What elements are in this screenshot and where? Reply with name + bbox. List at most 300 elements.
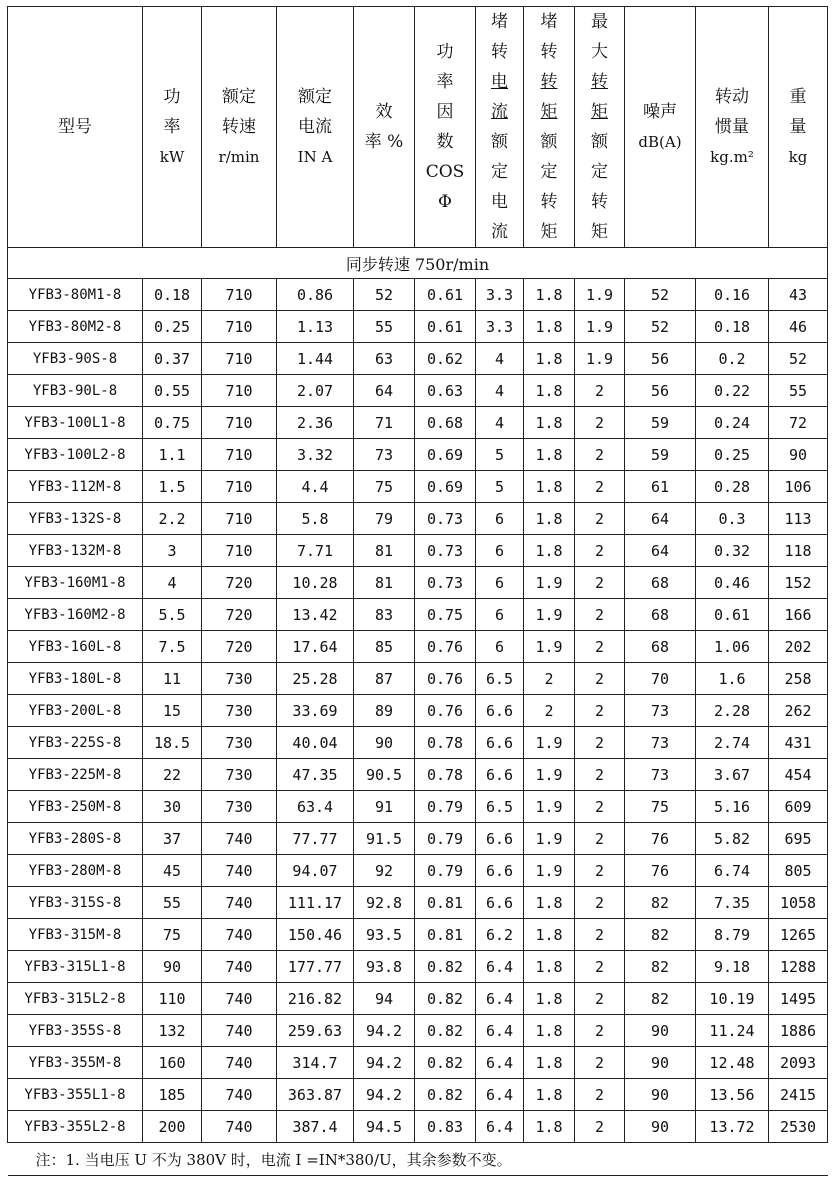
cell-inertia: 5.16 (696, 791, 769, 823)
cell-efficiency: 64 (354, 375, 415, 407)
cell-locked-torque-ratio: 1.8 (524, 471, 575, 503)
cell-weight: 454 (769, 759, 828, 791)
cell-model: YFB3-355M-8 (8, 1047, 143, 1079)
cell-power-factor: 0.82 (415, 1015, 476, 1047)
cell-weight: 118 (769, 535, 828, 567)
cell-inertia: 0.3 (696, 503, 769, 535)
table-row (8, 471, 828, 503)
cell-locked-current-ratio: 6.6 (476, 727, 524, 759)
cell-inertia: 0.46 (696, 567, 769, 599)
cell-weight: 106 (769, 471, 828, 503)
cell-power: 1.5 (143, 471, 202, 503)
cell-inertia: 8.79 (696, 919, 769, 951)
cell-efficiency: 91 (354, 791, 415, 823)
table-row (8, 1079, 828, 1111)
cell-locked-current-ratio: 4 (476, 343, 524, 375)
cell-inertia: 0.25 (696, 439, 769, 471)
cell-inertia: 0.32 (696, 535, 769, 567)
cell-model: YFB3-200L-8 (8, 695, 143, 727)
cell-noise: 90 (625, 1047, 696, 1079)
cell-rated-speed: 720 (202, 567, 277, 599)
cell-power: 185 (143, 1079, 202, 1111)
cell-weight: 2530 (769, 1111, 828, 1143)
cell-locked-current-ratio: 6.6 (476, 759, 524, 791)
cell-locked-torque-ratio: 1.8 (524, 535, 575, 567)
cell-power-factor: 0.73 (415, 535, 476, 567)
table-row (8, 343, 828, 375)
header-model: 型号 (8, 7, 143, 248)
cell-power-factor: 0.69 (415, 439, 476, 471)
cell-inertia: 7.35 (696, 887, 769, 919)
cell-efficiency: 90 (354, 727, 415, 759)
footnote: 注：1. 当电压 U 不为 380V 时，电流 I =IN*380/U，其余参数不变。 (8, 1143, 828, 1176)
cell-locked-torque-ratio: 1.8 (524, 983, 575, 1015)
cell-noise: 82 (625, 983, 696, 1015)
cell-inertia: 0.16 (696, 279, 769, 311)
cell-rated-current: 216.82 (277, 983, 354, 1015)
cell-rated-current: 17.64 (277, 631, 354, 663)
cell-rated-current: 177.77 (277, 951, 354, 983)
cell-rated-speed: 710 (202, 439, 277, 471)
cell-efficiency: 92.8 (354, 887, 415, 919)
cell-max-torque-ratio: 2 (575, 535, 625, 567)
cell-rated-current: 94.07 (277, 855, 354, 887)
table-row (8, 631, 828, 663)
cell-efficiency: 52 (354, 279, 415, 311)
cell-max-torque-ratio: 2 (575, 695, 625, 727)
cell-power: 2.2 (143, 503, 202, 535)
cell-rated-speed: 730 (202, 663, 277, 695)
cell-max-torque-ratio: 2 (575, 471, 625, 503)
cell-noise: 61 (625, 471, 696, 503)
cell-rated-speed: 740 (202, 823, 277, 855)
cell-rated-speed: 740 (202, 1015, 277, 1047)
cell-efficiency: 94.5 (354, 1111, 415, 1143)
cell-locked-torque-ratio: 1.9 (524, 631, 575, 663)
cell-locked-torque-ratio: 1.9 (524, 727, 575, 759)
table-row (8, 951, 828, 983)
cell-power: 45 (143, 855, 202, 887)
cell-weight: 46 (769, 311, 828, 343)
cell-locked-current-ratio: 6.5 (476, 663, 524, 695)
cell-locked-torque-ratio: 1.9 (524, 759, 575, 791)
cell-max-torque-ratio: 2 (575, 599, 625, 631)
header-inertia: 转动 惯量 kg.m² (696, 7, 769, 248)
cell-max-torque-ratio: 2 (575, 375, 625, 407)
cell-max-torque-ratio: 2 (575, 1047, 625, 1079)
cell-locked-torque-ratio: 1.8 (524, 279, 575, 311)
header-max-torque: 最 大 转 矩 额 定 转 矩 (575, 7, 625, 248)
cell-locked-current-ratio: 6.4 (476, 983, 524, 1015)
cell-power: 0.25 (143, 311, 202, 343)
cell-locked-current-ratio: 5 (476, 471, 524, 503)
cell-locked-current-ratio: 6.6 (476, 887, 524, 919)
cell-model: YFB3-280M-8 (8, 855, 143, 887)
cell-max-torque-ratio: 2 (575, 823, 625, 855)
header-power: 功 率 kW (143, 7, 202, 248)
cell-weight: 1495 (769, 983, 828, 1015)
cell-power: 0.18 (143, 279, 202, 311)
cell-efficiency: 92 (354, 855, 415, 887)
cell-model: YFB3-90S-8 (8, 343, 143, 375)
cell-model: YFB3-132M-8 (8, 535, 143, 567)
cell-rated-current: 1.44 (277, 343, 354, 375)
cell-weight: 1288 (769, 951, 828, 983)
cell-rated-current: 1.13 (277, 311, 354, 343)
cell-power-factor: 0.78 (415, 759, 476, 791)
cell-rated-speed: 740 (202, 951, 277, 983)
table-row (8, 983, 828, 1015)
cell-rated-speed: 710 (202, 311, 277, 343)
table-row (8, 375, 828, 407)
cell-model: YFB3-315M-8 (8, 919, 143, 951)
cell-locked-current-ratio: 6.2 (476, 919, 524, 951)
cell-efficiency: 85 (354, 631, 415, 663)
cell-rated-speed: 710 (202, 343, 277, 375)
cell-max-torque-ratio: 2 (575, 759, 625, 791)
cell-max-torque-ratio: 2 (575, 855, 625, 887)
cell-power-factor: 0.68 (415, 407, 476, 439)
cell-locked-torque-ratio: 1.9 (524, 855, 575, 887)
cell-rated-speed: 740 (202, 855, 277, 887)
cell-rated-current: 5.8 (277, 503, 354, 535)
cell-rated-speed: 730 (202, 695, 277, 727)
cell-inertia: 0.2 (696, 343, 769, 375)
cell-max-torque-ratio: 2 (575, 503, 625, 535)
cell-weight: 90 (769, 439, 828, 471)
cell-rated-speed: 740 (202, 1111, 277, 1143)
header-locked-rotor-current: 堵 转 电 流 额 定 电 流 (476, 7, 524, 248)
cell-noise: 64 (625, 503, 696, 535)
cell-inertia: 0.28 (696, 471, 769, 503)
cell-weight: 431 (769, 727, 828, 759)
header-power-factor: 功 率 因 数 COS Φ (415, 7, 476, 248)
table-row (8, 407, 828, 439)
cell-weight: 1058 (769, 887, 828, 919)
cell-power: 5.5 (143, 599, 202, 631)
cell-noise: 75 (625, 791, 696, 823)
cell-power-factor: 0.79 (415, 823, 476, 855)
cell-rated-current: 63.4 (277, 791, 354, 823)
cell-efficiency: 94.2 (354, 1015, 415, 1047)
cell-max-torque-ratio: 2 (575, 407, 625, 439)
cell-locked-torque-ratio: 1.9 (524, 823, 575, 855)
table-row (8, 279, 828, 311)
cell-noise: 68 (625, 567, 696, 599)
cell-locked-current-ratio: 6.4 (476, 1111, 524, 1143)
table-row (8, 791, 828, 823)
cell-rated-current: 47.35 (277, 759, 354, 791)
table-row (8, 535, 828, 567)
cell-inertia: 10.19 (696, 983, 769, 1015)
cell-noise: 64 (625, 535, 696, 567)
cell-model: YFB3-160M2-8 (8, 599, 143, 631)
cell-power-factor: 0.81 (415, 887, 476, 919)
cell-power-factor: 0.76 (415, 631, 476, 663)
table-row (8, 695, 828, 727)
cell-weight: 262 (769, 695, 828, 727)
cell-locked-torque-ratio: 1.9 (524, 599, 575, 631)
cell-power-factor: 0.79 (415, 855, 476, 887)
cell-max-torque-ratio: 2 (575, 951, 625, 983)
cell-rated-current: 3.32 (277, 439, 354, 471)
cell-power: 15 (143, 695, 202, 727)
header-locked-rotor-torque: 堵 转 转 矩 额 定 转 矩 (524, 7, 575, 248)
cell-power: 132 (143, 1015, 202, 1047)
header-rated-current: 额定 电流 IN A (277, 7, 354, 248)
motor-spec-table (7, 6, 828, 1176)
cell-model: YFB3-160M1-8 (8, 567, 143, 599)
cell-locked-current-ratio: 6 (476, 567, 524, 599)
cell-model: YFB3-225M-8 (8, 759, 143, 791)
cell-locked-torque-ratio: 1.8 (524, 375, 575, 407)
cell-max-torque-ratio: 2 (575, 791, 625, 823)
cell-rated-speed: 740 (202, 1047, 277, 1079)
cell-power-factor: 0.62 (415, 343, 476, 375)
cell-max-torque-ratio: 2 (575, 631, 625, 663)
cell-inertia: 3.67 (696, 759, 769, 791)
cell-rated-current: 25.28 (277, 663, 354, 695)
cell-max-torque-ratio: 2 (575, 439, 625, 471)
cell-model: YFB3-80M2-8 (8, 311, 143, 343)
cell-efficiency: 81 (354, 567, 415, 599)
cell-inertia: 12.48 (696, 1047, 769, 1079)
cell-inertia: 1.06 (696, 631, 769, 663)
cell-efficiency: 90.5 (354, 759, 415, 791)
cell-weight: 1886 (769, 1015, 828, 1047)
cell-efficiency: 75 (354, 471, 415, 503)
cell-max-torque-ratio: 2 (575, 1111, 625, 1143)
cell-efficiency: 83 (354, 599, 415, 631)
cell-inertia: 2.28 (696, 695, 769, 727)
cell-noise: 68 (625, 631, 696, 663)
header-weight: 重 量 kg (769, 7, 828, 248)
cell-power: 55 (143, 887, 202, 919)
cell-model: YFB3-315L2-8 (8, 983, 143, 1015)
section-title: 同步转速 750r/min (8, 248, 828, 279)
cell-weight: 55 (769, 375, 828, 407)
cell-power: 200 (143, 1111, 202, 1143)
cell-rated-speed: 710 (202, 375, 277, 407)
cell-rated-speed: 730 (202, 727, 277, 759)
cell-max-torque-ratio: 1.9 (575, 279, 625, 311)
cell-rated-speed: 740 (202, 1079, 277, 1111)
cell-inertia: 13.72 (696, 1111, 769, 1143)
cell-power: 37 (143, 823, 202, 855)
cell-locked-current-ratio: 4 (476, 375, 524, 407)
cell-locked-torque-ratio: 1.8 (524, 887, 575, 919)
cell-noise: 73 (625, 695, 696, 727)
cell-weight: 805 (769, 855, 828, 887)
cell-rated-speed: 710 (202, 503, 277, 535)
cell-power: 90 (143, 951, 202, 983)
header-rated-speed: 额定 转速 r/min (202, 7, 277, 248)
cell-rated-speed: 720 (202, 631, 277, 663)
cell-model: YFB3-225S-8 (8, 727, 143, 759)
cell-inertia: 11.24 (696, 1015, 769, 1047)
cell-efficiency: 93.8 (354, 951, 415, 983)
cell-power-factor: 0.63 (415, 375, 476, 407)
cell-locked-torque-ratio: 1.8 (524, 1079, 575, 1111)
cell-model: YFB3-355L2-8 (8, 1111, 143, 1143)
cell-power: 3 (143, 535, 202, 567)
cell-noise: 73 (625, 759, 696, 791)
cell-weight: 152 (769, 567, 828, 599)
cell-locked-torque-ratio: 2 (524, 695, 575, 727)
cell-noise: 73 (625, 727, 696, 759)
cell-power: 7.5 (143, 631, 202, 663)
cell-efficiency: 89 (354, 695, 415, 727)
cell-locked-current-ratio: 6 (476, 535, 524, 567)
cell-rated-speed: 720 (202, 599, 277, 631)
table-row (8, 1015, 828, 1047)
cell-locked-current-ratio: 6.6 (476, 855, 524, 887)
cell-locked-current-ratio: 6.4 (476, 951, 524, 983)
cell-rated-speed: 740 (202, 887, 277, 919)
cell-locked-torque-ratio: 1.8 (524, 951, 575, 983)
cell-noise: 76 (625, 823, 696, 855)
table-row (8, 1047, 828, 1079)
cell-power: 11 (143, 663, 202, 695)
cell-rated-speed: 740 (202, 919, 277, 951)
cell-locked-torque-ratio: 1.8 (524, 1111, 575, 1143)
table-row (8, 919, 828, 951)
cell-max-torque-ratio: 2 (575, 1079, 625, 1111)
cell-model: YFB3-250M-8 (8, 791, 143, 823)
cell-model: YFB3-160L-8 (8, 631, 143, 663)
cell-model: YFB3-280S-8 (8, 823, 143, 855)
cell-rated-current: 111.17 (277, 887, 354, 919)
cell-model: YFB3-180L-8 (8, 663, 143, 695)
cell-rated-current: 4.4 (277, 471, 354, 503)
cell-power: 110 (143, 983, 202, 1015)
cell-power: 75 (143, 919, 202, 951)
cell-max-torque-ratio: 2 (575, 727, 625, 759)
cell-efficiency: 71 (354, 407, 415, 439)
cell-locked-torque-ratio: 1.8 (524, 919, 575, 951)
cell-power-factor: 0.76 (415, 695, 476, 727)
cell-model: YFB3-315S-8 (8, 887, 143, 919)
cell-rated-current: 259.63 (277, 1015, 354, 1047)
cell-power-factor: 0.73 (415, 503, 476, 535)
cell-weight: 695 (769, 823, 828, 855)
table-row (8, 311, 828, 343)
cell-locked-torque-ratio: 1.8 (524, 343, 575, 375)
cell-locked-current-ratio: 6.6 (476, 695, 524, 727)
cell-efficiency: 55 (354, 311, 415, 343)
cell-locked-torque-ratio: 1.8 (524, 311, 575, 343)
cell-power-factor: 0.69 (415, 471, 476, 503)
cell-rated-speed: 710 (202, 535, 277, 567)
cell-model: YFB3-100L2-8 (8, 439, 143, 471)
cell-locked-torque-ratio: 1.8 (524, 503, 575, 535)
cell-locked-current-ratio: 6 (476, 599, 524, 631)
cell-power-factor: 0.79 (415, 791, 476, 823)
cell-locked-current-ratio: 6.4 (476, 1047, 524, 1079)
cell-inertia: 0.24 (696, 407, 769, 439)
cell-model: YFB3-355L1-8 (8, 1079, 143, 1111)
cell-noise: 59 (625, 439, 696, 471)
cell-max-torque-ratio: 2 (575, 983, 625, 1015)
cell-rated-speed: 730 (202, 759, 277, 791)
table-row (8, 759, 828, 791)
cell-model: YFB3-112M-8 (8, 471, 143, 503)
cell-inertia: 0.61 (696, 599, 769, 631)
cell-rated-current: 13.42 (277, 599, 354, 631)
cell-weight: 52 (769, 343, 828, 375)
cell-locked-torque-ratio: 1.8 (524, 1015, 575, 1047)
cell-weight: 1265 (769, 919, 828, 951)
cell-power: 18.5 (143, 727, 202, 759)
cell-power-factor: 0.75 (415, 599, 476, 631)
cell-locked-current-ratio: 4 (476, 407, 524, 439)
cell-power-factor: 0.82 (415, 1047, 476, 1079)
cell-efficiency: 63 (354, 343, 415, 375)
cell-weight: 2415 (769, 1079, 828, 1111)
header-noise: 噪声 dB(A) (625, 7, 696, 248)
cell-efficiency: 94.2 (354, 1079, 415, 1111)
cell-noise: 59 (625, 407, 696, 439)
cell-locked-current-ratio: 6.6 (476, 823, 524, 855)
table-row (8, 1111, 828, 1143)
cell-rated-speed: 710 (202, 407, 277, 439)
cell-noise: 90 (625, 1111, 696, 1143)
cell-noise: 82 (625, 887, 696, 919)
cell-power-factor: 0.78 (415, 727, 476, 759)
cell-rated-speed: 730 (202, 791, 277, 823)
cell-locked-torque-ratio: 1.8 (524, 439, 575, 471)
cell-efficiency: 79 (354, 503, 415, 535)
cell-efficiency: 73 (354, 439, 415, 471)
cell-inertia: 0.18 (696, 311, 769, 343)
cell-max-torque-ratio: 2 (575, 663, 625, 695)
cell-rated-current: 0.86 (277, 279, 354, 311)
cell-locked-torque-ratio: 1.9 (524, 791, 575, 823)
cell-noise: 82 (625, 919, 696, 951)
table-row (8, 439, 828, 471)
cell-locked-torque-ratio: 2 (524, 663, 575, 695)
header-row (8, 7, 828, 248)
cell-rated-speed: 710 (202, 279, 277, 311)
cell-noise: 56 (625, 343, 696, 375)
cell-model: YFB3-80M1-8 (8, 279, 143, 311)
cell-model: YFB3-132S-8 (8, 503, 143, 535)
cell-power-factor: 0.82 (415, 1079, 476, 1111)
cell-locked-current-ratio: 6.4 (476, 1015, 524, 1047)
cell-weight: 72 (769, 407, 828, 439)
cell-inertia: 13.56 (696, 1079, 769, 1111)
cell-power-factor: 0.83 (415, 1111, 476, 1143)
table-body (8, 248, 828, 1143)
cell-locked-current-ratio: 3.3 (476, 311, 524, 343)
cell-rated-current: 363.87 (277, 1079, 354, 1111)
cell-noise: 90 (625, 1015, 696, 1047)
cell-power: 30 (143, 791, 202, 823)
cell-locked-current-ratio: 6 (476, 503, 524, 535)
cell-rated-current: 77.77 (277, 823, 354, 855)
cell-inertia: 0.22 (696, 375, 769, 407)
cell-max-torque-ratio: 2 (575, 887, 625, 919)
cell-inertia: 5.82 (696, 823, 769, 855)
cell-efficiency: 91.5 (354, 823, 415, 855)
cell-noise: 82 (625, 951, 696, 983)
cell-noise: 56 (625, 375, 696, 407)
cell-power-factor: 0.73 (415, 567, 476, 599)
cell-power: 160 (143, 1047, 202, 1079)
cell-locked-current-ratio: 5 (476, 439, 524, 471)
cell-rated-current: 387.4 (277, 1111, 354, 1143)
cell-inertia: 2.74 (696, 727, 769, 759)
